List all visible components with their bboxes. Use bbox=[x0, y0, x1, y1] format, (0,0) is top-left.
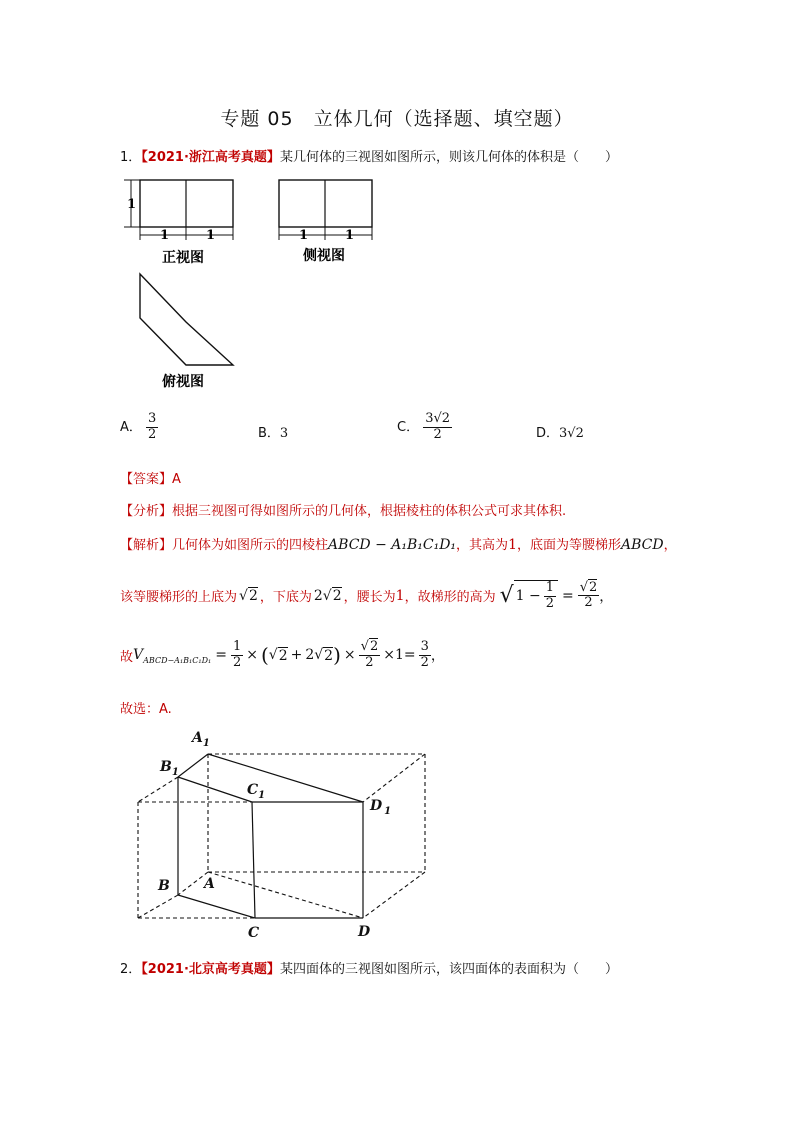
question-number: 2． bbox=[120, 962, 142, 977]
side-view-caption: 侧视图 bbox=[303, 248, 345, 264]
solution-line-1: 【解析】几何体为如图所示的四棱柱ABCD − A₁B₁C₁D₁，其高为1，底面为等腰梯形ABCD， bbox=[120, 537, 677, 553]
analysis-text: 根据三视图可得如图所示的几何体，根据棱柱的体积公式可求其体积. bbox=[172, 504, 567, 519]
question-text: 某几何体的三视图如图所示，则该几何体的体积是（ ） bbox=[279, 150, 618, 165]
three-views-figure bbox=[118, 172, 388, 394]
question-1-stem: 1．【2021·浙江高考真题】某几何体的三视图如图所示，则该几何体的体积是（ ） bbox=[120, 150, 618, 165]
analysis-line bbox=[120, 500, 566, 519]
solution-tag: 【解析】 bbox=[120, 538, 173, 553]
side-width-dim-2: 1 bbox=[345, 228, 355, 243]
top-view bbox=[140, 274, 233, 390]
label-a: A bbox=[204, 876, 215, 892]
front-width-dim-1: 1 bbox=[160, 228, 170, 243]
answer-tag: 【答案】 bbox=[120, 472, 173, 487]
prism-figure bbox=[120, 722, 440, 947]
analysis-tag: 【分析】 bbox=[120, 504, 173, 519]
label-c1: $C_1$ bbox=[247, 782, 266, 801]
page-title: 专题 05 立体几何（选择题、填空题） bbox=[220, 108, 574, 130]
solution-line-2: 该等腰梯形的上底为 √2 ，下底为 2√2 ，腰长为 1 ，故梯形的高为 √ 1 − $\frac{1}{2}$ = $\frac{√2}{2}$ ， bbox=[120, 579, 614, 611]
label-d: D bbox=[358, 924, 371, 940]
label-d1: D $_1$ bbox=[370, 798, 392, 817]
label-c: C bbox=[248, 925, 260, 941]
side-view bbox=[279, 180, 372, 264]
label-b: B bbox=[158, 878, 170, 894]
question-source: 2021·浙江高考真题 bbox=[147, 150, 267, 165]
option-b[interactable]: B．3 bbox=[258, 426, 289, 441]
question-2-stem: 2．【2021·北京高考真题】某四面体的三视图如图所示，该四面体的表面积为（ ） bbox=[120, 962, 618, 977]
option-c[interactable]: C． $\frac{3√2}{2}$ bbox=[397, 411, 451, 442]
solution-line-3: 故 $V_{ABCD-A_1B_1C_1D_1}$ = $\frac{1}{2}$ × ( √ 2 + 2√ 2 ) × $\frac{√2}{2}$ ×1= $\frac{3}{2}$ ， bbox=[120, 639, 445, 670]
label-a1: $A_1$ bbox=[192, 730, 210, 749]
answer-value: A bbox=[172, 472, 181, 487]
label-b1: $B_1$ bbox=[160, 759, 179, 778]
prism-name: ABCD − A₁B₁C₁D₁ bbox=[328, 537, 457, 553]
chosen-answer: A. bbox=[159, 702, 172, 717]
front-height-dim: 1 bbox=[127, 197, 137, 212]
question-source: 2021·北京高考真题 bbox=[147, 962, 267, 977]
side-width-dim-1: 1 bbox=[299, 228, 309, 243]
question-text: 某四面体的三视图如图所示，该四面体的表面积为（ ） bbox=[279, 962, 618, 977]
option-a[interactable]: A． $\frac{3}{2}$ bbox=[120, 411, 157, 442]
question-number: 1． bbox=[120, 150, 142, 165]
front-view-caption: 正视图 bbox=[162, 250, 204, 266]
front-width-dim-2: 1 bbox=[206, 228, 216, 243]
answer-line bbox=[120, 468, 181, 487]
option-d[interactable]: D．3√2 bbox=[536, 426, 584, 441]
choose-line: 故选：A. bbox=[120, 702, 172, 717]
front-view bbox=[124, 180, 233, 266]
top-view-caption: 俯视图 bbox=[162, 374, 204, 390]
